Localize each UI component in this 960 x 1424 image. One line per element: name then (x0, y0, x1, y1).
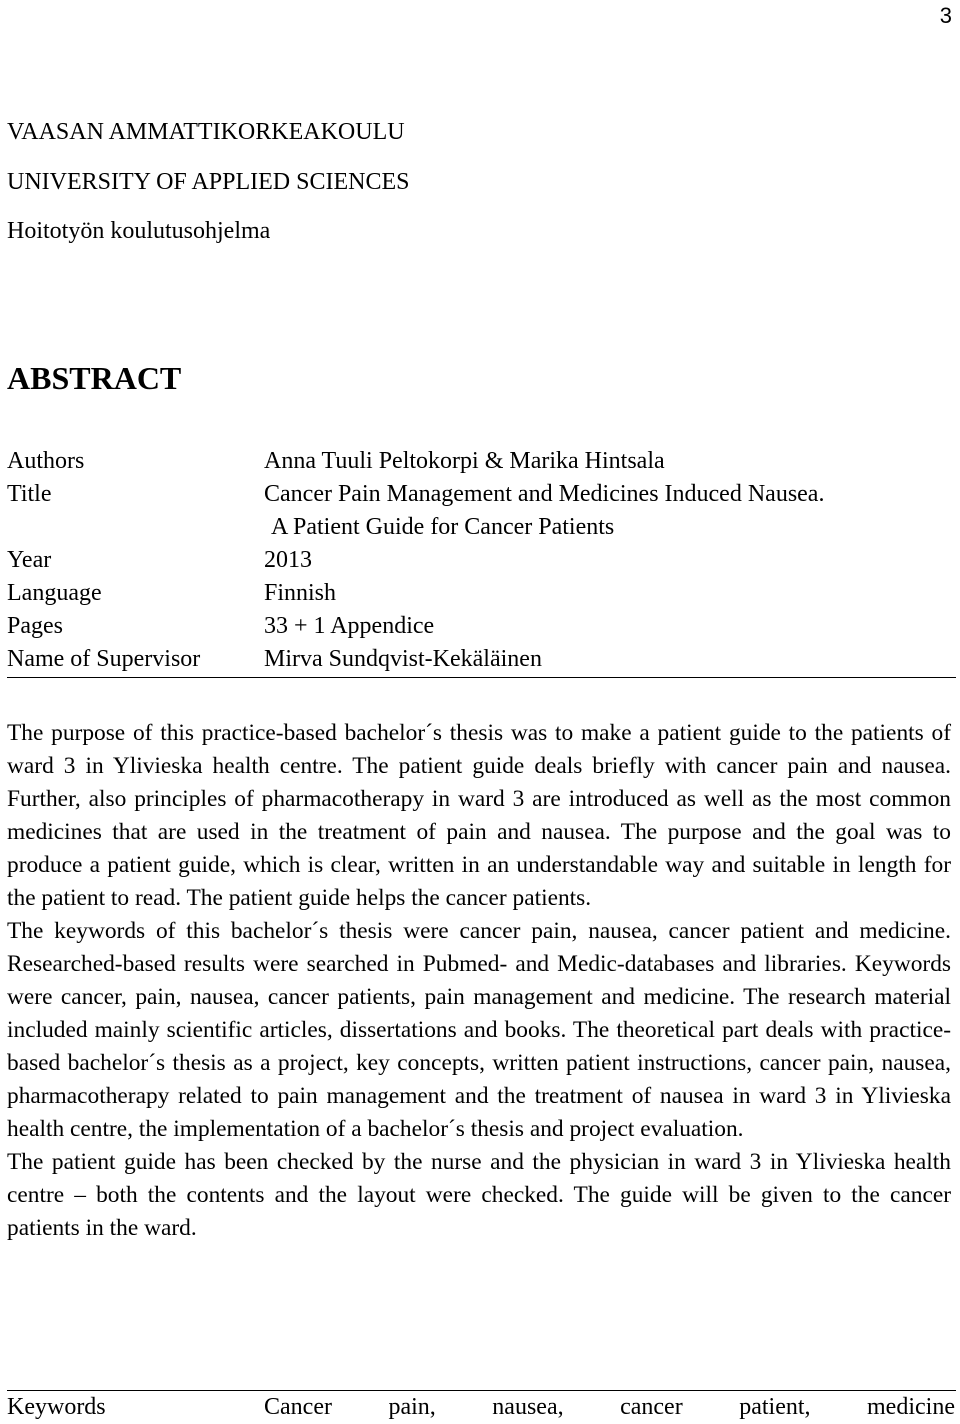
authors-value: Anna Tuuli Peltokorpi & Marika Hintsala (264, 448, 665, 474)
abstract-heading: ABSTRACT (7, 360, 182, 396)
keywords-label: Keywords (7, 1394, 106, 1420)
school-name: VAASAN AMMATTIKORKEAKOULU (7, 119, 405, 145)
authors-label: Authors (7, 448, 85, 474)
title-value-line1: Cancer Pain Management and Medicines Induced Nausea. (264, 481, 825, 507)
abstract-paragraph-3: The patient guide has been checked by the nurse and the physician in ward 3 in Ylivieska health centre – both the contents and the layout were checked. The guide will be given to the cancer patients in the ward. (7, 1149, 951, 1241)
supervisor-value: Mirva Sundqvist-Kekäläinen (264, 646, 542, 672)
keyword-word: cancer (620, 1394, 683, 1420)
language-value: Finnish (264, 580, 337, 606)
pages-label: Pages (7, 613, 63, 639)
pages-value: 33 + 1 Appendice (264, 613, 435, 639)
year-value: 2013 (264, 547, 312, 573)
bottom-divider (7, 1390, 956, 1391)
page-number: 3 (939, 3, 952, 28)
title-value-line2: A Patient Guide for Cancer Patients (271, 514, 615, 540)
keyword-word: Cancer (264, 1394, 332, 1420)
abstract-paragraph-2: The keywords of this bachelor´s thesis were cancer pain, nausea, cancer patient and medicine. Researched-based results were searched in Pubmed- and Medic-databases and libraries. Keywords were cancer, pain, nausea, cancer patients, pain management and medicine. The research material included mainly scientific articles, dissertations and books. The theoretical part deals with practice-based bachelor´s thesis as a project, key concepts, written patient instructions, cancer pain, nausea, pharmacotherapy related to pain management and the treatment of nausea in ward 3 in Ylivieska health centre, the implementation of a bachelor´s thesis and project evaluation. (7, 918, 951, 1142)
keyword-word: nausea, (492, 1394, 564, 1420)
university-name: UNIVERSITY OF APPLIED SCIENCES (7, 169, 410, 195)
keyword-word: pain, (388, 1394, 436, 1420)
abstract-paragraph-1: The purpose of this practice-based bachelor´s thesis was to make a patient guide to the patients of ward 3 in Ylivieska health centre. The patient guide deals briefly with cancer pain and nausea. Further, also principles of pharmacotherapy in ward 3 are introduced as well as the most common medicines that are used in the treatment of pain and nausea. The purpose and the goal was to produce a patient guide, which is clear, written in an understandable way and suitable in length for the patient to read. The patient guide helps the cancer patients. (7, 720, 951, 911)
supervisor-label: Name of Supervisor (7, 646, 201, 672)
year-label: Year (7, 547, 52, 573)
degree-programme: Hoitotyön koulutusohjelma (7, 218, 271, 244)
keyword-word: patient, (739, 1394, 811, 1420)
keyword-word: medicine (867, 1394, 955, 1420)
keywords-value (264, 1392, 955, 1422)
language-label: Language (7, 580, 102, 606)
title-label: Title (7, 481, 52, 507)
top-divider (7, 677, 956, 678)
abstract-body (7, 717, 951, 1245)
